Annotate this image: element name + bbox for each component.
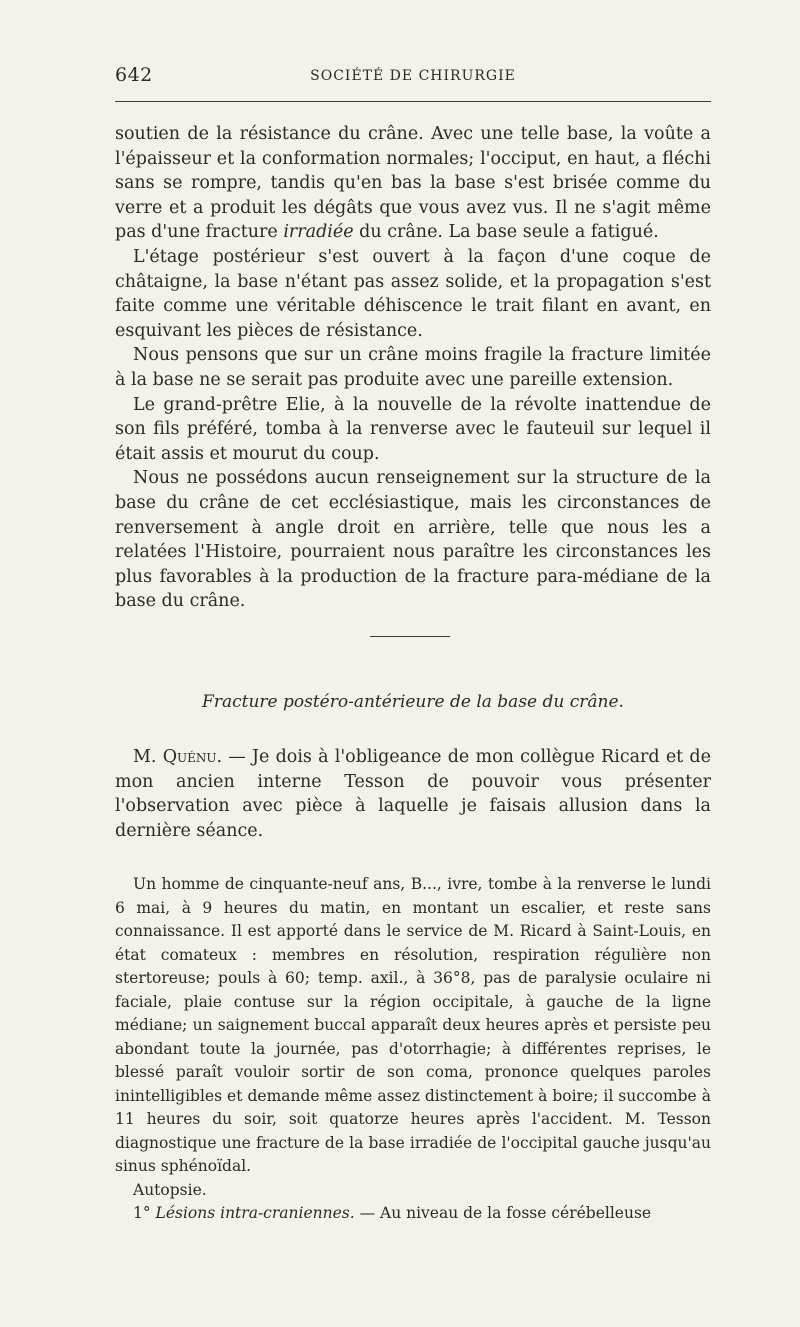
header-rule <box>115 101 711 102</box>
paragraph: Autopsie. <box>133 1180 207 1199</box>
paragraph-text: — Au niveau de la fosse cérébelleuse <box>354 1204 652 1222</box>
speaker-name: M. Quénu. <box>133 747 223 767</box>
paragraph: L'étage postérieur s'est ouvert à la façon d'une coque de châtaigne, la base n'étant pas assez solide, et la propagation s'est faite comme une véritable déhiscence le trait filant en avant, en esquivant les pièces de résistance. <box>115 246 711 341</box>
paragraph: Nous pensons que sur un crâne moins fragile la fracture limitée à la base ne se serait pas produite avec une pareille extension. <box>115 345 711 390</box>
paragraph: Le grand-prêtre Elie, à la nouvelle de la révolte inattendue de son fils préféré, tomba à la renverse avec le fauteuil sur lequel il était assis et mourut du coup. <box>115 394 711 464</box>
italic-heading: Lésions intra-craniennes. <box>155 1204 355 1222</box>
page-number: 642 <box>115 64 153 86</box>
paragraph <box>115 745 711 843</box>
italic-term: irradiée <box>283 222 354 243</box>
body-text-top <box>115 122 711 614</box>
observation-text <box>115 873 711 1226</box>
list-number: 1° <box>133 1204 156 1222</box>
body-text-mid <box>115 745 711 843</box>
paragraph <box>115 1202 711 1226</box>
section-separator <box>370 636 450 637</box>
paragraph <box>115 122 711 245</box>
page-header <box>115 64 711 88</box>
paragraph-text: — Je dois à l'obligeance de mon collègue Ricard et de mon ancien interne Tesson de pouvoir vous présenter l'observation avec pièce à laquelle je faisais allusion dans la dernière séance. <box>115 747 711 841</box>
paragraph-text: du crâne. La base seule a fatigué. <box>353 222 659 243</box>
section-title: Fracture postéro-antérieure de la base du crâne. <box>202 692 624 712</box>
running-title: SOCIÉTÉ DE CHIRURGIE <box>310 68 516 84</box>
paragraph-text: soutien de la résistance du crâne. Avec une telle base, la voûte a l'épaisseur et la conformation normales; l'occiput, en haut, a fléchi sans se rompre, tandis qu'en bas la base s'est brisée comme du verre et a produit les dégâts que vous avez vus. Il ne s'agit même pas d'une fracture <box>115 124 711 243</box>
paragraph: Nous ne possédons aucun renseignement sur la structure de la base du crâne de cet ecclésiastique, mais les circonstances de renversement à angle droit en arrière, telle que nous les a relatées l'Histoire, pourraient nous paraître les circonstances les plus favorables à la production de la fracture para-médiane de la base du crâne. <box>115 468 711 612</box>
paragraph: Un homme de cinquante-neuf ans, B..., ivre, tombe à la renverse le lundi 6 mai, à 9 heures du matin, en montant un escalier, et reste sans connaissance. Il est apporté dans le service de M. Ricard à Saint-Louis, en état comateux : membres en résolution, respiration régulière non stertoreuse; pouls à 60; temp. axil., à 36°8, pas de paralysie oculaire ni faciale, plaie contuse sur la région occipitale, à gauche de la ligne médiane; un saignement buccal apparaît deux heures après et persiste peu abondant toute la journée, pas d'otorrhagie; à différentes reprises, le blessé paraît vouloir sortir de son coma, prononce quelques paroles inintelligibles et demande même assez distinctement à boire; il succombe à 11 heures du soir, soit quatorze heures après l'accident. M. Tesson diagnostique une fracture de la base irradiée de l'occipital gauche jusqu'au sinus sphénoïdal. <box>115 875 711 1175</box>
